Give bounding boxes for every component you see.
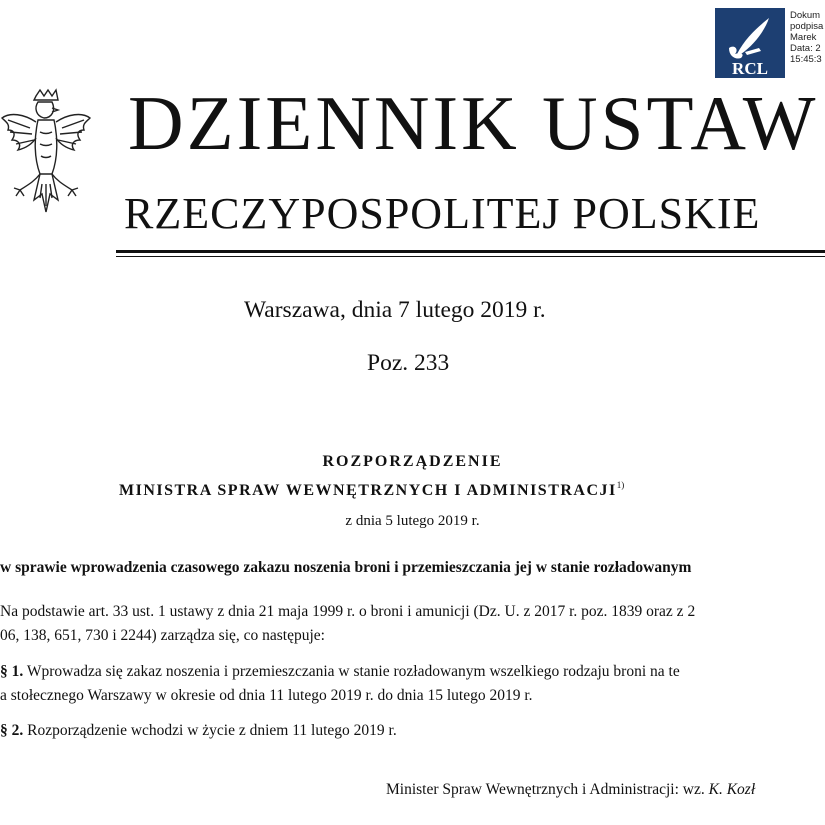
authority-name: MINISTRA SPRAW WEWNĘTRZNYCH I ADMINISTRACJI — [119, 482, 617, 499]
section-1-line: a stołecznego Warszawy w okresie od dnia 11 lutego 2019 r. do dnia 15 lutego 2019 r. — [0, 687, 533, 704]
section-1-text: Wprowadza się zakaz noszenia i przemieszczania w stanie rozładowanym wszelkiego rodzaju broni na te — [23, 663, 680, 680]
rcl-logo — [715, 8, 785, 78]
minister-signature — [386, 781, 755, 799]
signature-line: Data: 2 — [790, 43, 821, 54]
signature-name: K. Kozł — [708, 781, 756, 798]
signature-line: Marek — [790, 32, 817, 43]
issuing-authority — [119, 480, 624, 500]
footnote-mark: 1) — [616, 480, 625, 490]
section-2-line — [0, 722, 397, 740]
header-rule-thin — [116, 256, 825, 257]
header-rule-thick — [116, 250, 825, 253]
journal-title: DZIENNIK USTAW — [128, 80, 819, 166]
legal-basis-line: Na podstawie art. 33 ust. 1 ustawy z dnia 21 maja 1999 r. o broni i amunicji (Dz. U. z 2017 r. poz. 1839 oraz z 2 — [0, 603, 696, 620]
section-2-label: § 2. — [0, 722, 24, 739]
eagle-emblem-icon — [0, 88, 92, 228]
document-subject: w sprawie wprowadzenia czasowego zakazu noszenia broni i przemieszczania jej w stanie rozładowanym — [0, 559, 692, 576]
section-1-label: § 1. — [0, 663, 24, 680]
signature-line: podpisa — [790, 21, 824, 32]
place-and-date: Warszawa, dnia 7 lutego 2019 r. — [244, 297, 546, 323]
section-2-text: Rozporządzenie wchodzi w życie z dniem 11 lutego 2019 r. — [23, 722, 397, 739]
signature-line: 15:45:3 — [790, 54, 822, 65]
section-1-line — [0, 663, 680, 681]
rcl-logo-text: RCL — [732, 59, 768, 78]
signature-prefix: Minister Spraw Wewnętrznych i Administracji: wz. — [386, 781, 709, 798]
legal-basis-line: 06, 138, 651, 730 i 2244) zarządza się, co następuje: — [0, 627, 325, 644]
journal-subtitle: RZECZYPOSPOLITEJ POLSKIE — [124, 189, 761, 238]
signature-info — [790, 10, 823, 65]
position-number: Poz. 233 — [367, 350, 450, 376]
signature-line: Dokum — [790, 10, 821, 21]
quill-icon — [715, 8, 785, 78]
document-type: ROZPORZĄDZENIE — [322, 453, 503, 470]
issue-date: z dnia 5 lutego 2019 r. — [345, 513, 480, 529]
